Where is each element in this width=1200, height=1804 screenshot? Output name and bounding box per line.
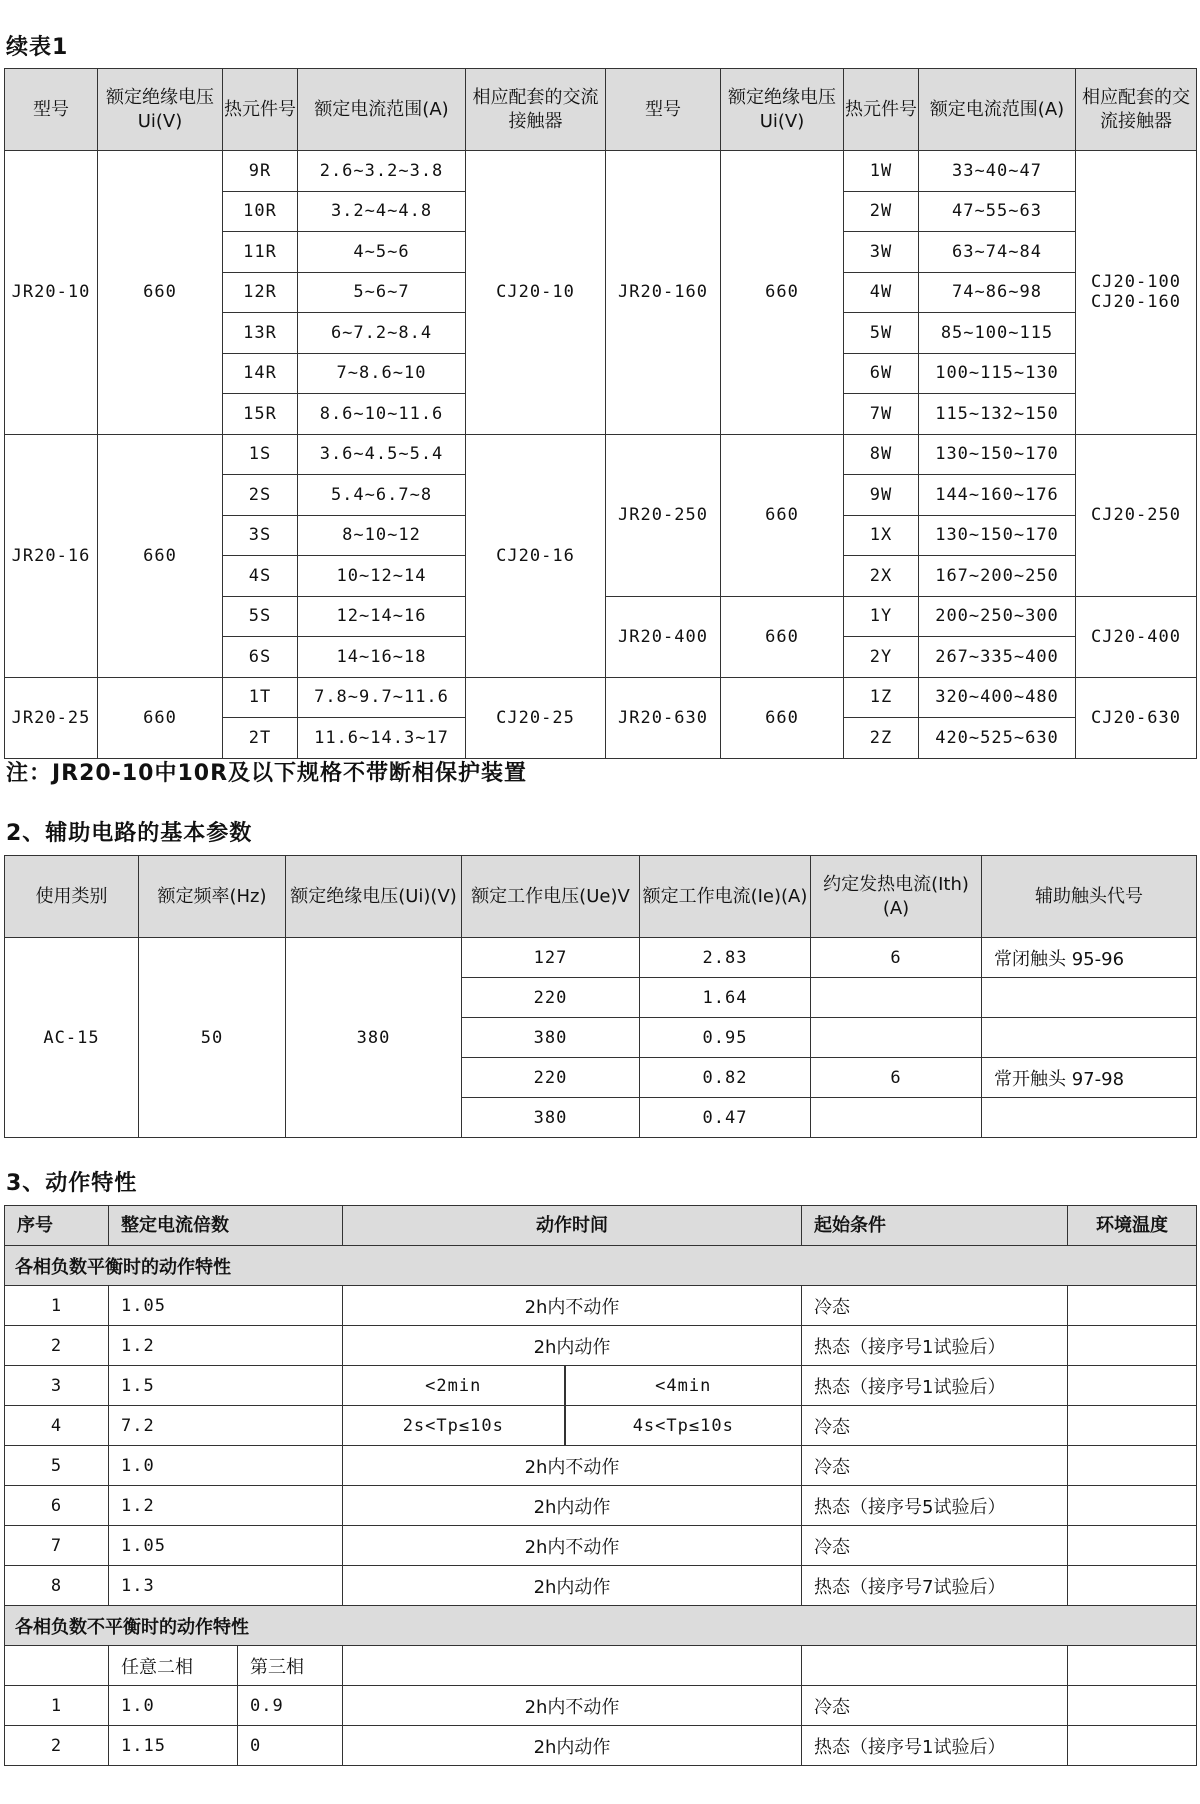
range-cell: 2.6~3.2~3.8 bbox=[298, 151, 466, 192]
temp-cell bbox=[1068, 1726, 1197, 1766]
condition-cell: 热态（接序号7试验后） bbox=[802, 1566, 1068, 1606]
table-row bbox=[5, 1486, 1197, 1526]
element-cell: 2X bbox=[844, 556, 919, 597]
range-cell: 7~8.6~10 bbox=[298, 353, 466, 394]
model-cell: JR20-10 bbox=[5, 151, 98, 435]
element-cell: 1W bbox=[844, 151, 919, 192]
no-cell: 7 bbox=[5, 1526, 109, 1566]
range-cell: 10~12~14 bbox=[298, 556, 466, 597]
col-header: 动作时间 bbox=[343, 1206, 802, 1246]
contact-code-cell bbox=[982, 978, 1197, 1018]
range-cell: 420~525~630 bbox=[919, 718, 1076, 759]
temp-cell bbox=[1068, 1566, 1197, 1606]
col-header: 热元件号 bbox=[844, 69, 919, 151]
ue-cell: 380 bbox=[462, 1098, 640, 1138]
range-cell: 12~14~16 bbox=[298, 596, 466, 637]
ui-cell: 380 bbox=[286, 938, 462, 1138]
col-header: 起始条件 bbox=[802, 1206, 1068, 1246]
range-cell: 7.8~9.7~11.6 bbox=[298, 677, 466, 718]
element-cell: 11R bbox=[223, 232, 298, 273]
condition-cell: 冷态 bbox=[802, 1686, 1068, 1726]
table-header-row bbox=[5, 69, 1197, 151]
auxiliary-circuit-table bbox=[4, 855, 1197, 1138]
element-cell: 14R bbox=[223, 353, 298, 394]
element-cell: 6S bbox=[223, 637, 298, 678]
no-cell: 4 bbox=[5, 1406, 109, 1446]
element-cell: 12R bbox=[223, 272, 298, 313]
table-row bbox=[5, 1326, 1197, 1366]
range-cell: 115~132~150 bbox=[919, 394, 1076, 435]
sub-header: 第三相 bbox=[238, 1646, 343, 1686]
time-cell: 2h内不动作 bbox=[343, 1526, 802, 1566]
range-cell: 267~335~400 bbox=[919, 637, 1076, 678]
table-row bbox=[5, 938, 1197, 978]
section3-title: 3、动作特性 bbox=[6, 1171, 138, 1196]
section-header-row bbox=[5, 1246, 1197, 1286]
voltage-cell: 660 bbox=[721, 151, 844, 435]
voltage-cell: 660 bbox=[721, 434, 844, 596]
table-row bbox=[5, 1286, 1197, 1326]
col-header: 额定工作电压(Ue)V bbox=[462, 856, 640, 938]
col-header: 额定电流范围(A) bbox=[919, 69, 1076, 151]
ue-cell: 220 bbox=[462, 978, 640, 1018]
element-cell: 2S bbox=[223, 475, 298, 516]
ue-cell: 380 bbox=[462, 1018, 640, 1058]
col-header: 环境温度 bbox=[1068, 1206, 1197, 1246]
contactor-line: CJ20-160 bbox=[1091, 292, 1181, 313]
element-cell: 9W bbox=[844, 475, 919, 516]
col-header: 整定电流倍数 bbox=[109, 1206, 343, 1246]
col-header: 额定绝缘电压Ui(V) bbox=[721, 69, 844, 151]
element-cell: 13R bbox=[223, 313, 298, 354]
time-cell: 2h内动作 bbox=[343, 1726, 802, 1766]
ith-cell bbox=[811, 978, 982, 1018]
element-cell: 7W bbox=[844, 394, 919, 435]
action-characteristics-table bbox=[4, 1205, 1197, 1766]
table-row bbox=[5, 677, 1197, 718]
condition-cell bbox=[802, 1646, 1068, 1686]
ith-cell: 6 bbox=[811, 1058, 982, 1098]
col-header: 型号 bbox=[5, 69, 98, 151]
multiple-cell: 1.5 bbox=[109, 1366, 343, 1406]
element-cell: 2Y bbox=[844, 637, 919, 678]
element-cell: 1T bbox=[223, 677, 298, 718]
range-cell: 144~160~176 bbox=[919, 475, 1076, 516]
model-cell: JR20-630 bbox=[606, 677, 721, 758]
no-cell: 5 bbox=[5, 1446, 109, 1486]
ie-cell: 0.82 bbox=[640, 1058, 811, 1098]
element-cell: 4W bbox=[844, 272, 919, 313]
range-cell: 14~16~18 bbox=[298, 637, 466, 678]
element-cell: 1S bbox=[223, 434, 298, 475]
element-cell: 4S bbox=[223, 556, 298, 597]
time-cell-b: <4min bbox=[565, 1366, 802, 1406]
col-header: 额定电流范围(A) bbox=[298, 69, 466, 151]
ie-cell: 0.47 bbox=[640, 1098, 811, 1138]
element-cell: 1Z bbox=[844, 677, 919, 718]
multiple-cell: 1.05 bbox=[109, 1286, 343, 1326]
condition-cell: 冷态 bbox=[802, 1526, 1068, 1566]
multiple-cell: 1.2 bbox=[109, 1486, 343, 1526]
multiple-cell: 7.2 bbox=[109, 1406, 343, 1446]
model-cell: JR20-250 bbox=[606, 434, 721, 596]
range-cell: 200~250~300 bbox=[919, 596, 1076, 637]
ie-cell: 0.95 bbox=[640, 1018, 811, 1058]
range-cell: 47~55~63 bbox=[919, 191, 1076, 232]
voltage-cell: 660 bbox=[721, 677, 844, 758]
multiple-cell: 1.2 bbox=[109, 1326, 343, 1366]
ith-cell: 6 bbox=[811, 938, 982, 978]
range-cell: 130~150~170 bbox=[919, 434, 1076, 475]
ue-cell: 220 bbox=[462, 1058, 640, 1098]
col-header: 约定发热电流(Ith)(A) bbox=[811, 856, 982, 938]
element-cell: 3W bbox=[844, 232, 919, 273]
col-header: 辅助触头代号 bbox=[982, 856, 1197, 938]
element-cell: 1X bbox=[844, 515, 919, 556]
element-cell: 9R bbox=[223, 151, 298, 192]
condition-cell: 热态（接序号5试验后） bbox=[802, 1486, 1068, 1526]
range-cell: 100~115~130 bbox=[919, 353, 1076, 394]
no-cell: 6 bbox=[5, 1486, 109, 1526]
frequency-cell: 50 bbox=[139, 938, 286, 1138]
contact-code-cell: 常开触头 97-98 bbox=[982, 1058, 1197, 1098]
range-cell: 3.2~4~4.8 bbox=[298, 191, 466, 232]
temp-cell bbox=[1068, 1646, 1197, 1686]
range-cell: 8~10~12 bbox=[298, 515, 466, 556]
col-header: 额定绝缘电压(Ui)(V) bbox=[286, 856, 462, 938]
ie-cell: 2.83 bbox=[640, 938, 811, 978]
condition-cell: 热态（接序号1试验后） bbox=[802, 1726, 1068, 1766]
voltage-cell: 660 bbox=[721, 596, 844, 677]
condition-cell: 冷态 bbox=[802, 1406, 1068, 1446]
thermal-relay-table bbox=[4, 68, 1197, 759]
condition-cell: 热态（接序号1试验后） bbox=[802, 1326, 1068, 1366]
element-cell: 2Z bbox=[844, 718, 919, 759]
multiple-cell: 1.3 bbox=[109, 1566, 343, 1606]
table-row bbox=[5, 1366, 1197, 1406]
range-cell: 11.6~14.3~17 bbox=[298, 718, 466, 759]
col-header: 额定绝缘电压Ui(V) bbox=[98, 69, 223, 151]
element-cell: 2W bbox=[844, 191, 919, 232]
temp-cell bbox=[1068, 1286, 1197, 1326]
table-row bbox=[5, 1526, 1197, 1566]
no-cell: 1 bbox=[5, 1686, 109, 1726]
table-note: 注：JR20-10中10R及以下规格不带断相保护装置 bbox=[6, 761, 528, 786]
section1-title: 续表1 bbox=[6, 35, 69, 60]
temp-cell bbox=[1068, 1446, 1197, 1486]
contact-code-cell: 常闭触头 95-96 bbox=[982, 938, 1197, 978]
temp-cell bbox=[1068, 1326, 1197, 1366]
range-cell: 74~86~98 bbox=[919, 272, 1076, 313]
model-cell: JR20-160 bbox=[606, 151, 721, 435]
category-cell: AC-15 bbox=[5, 938, 139, 1138]
range-cell: 33~40~47 bbox=[919, 151, 1076, 192]
ith-cell bbox=[811, 1098, 982, 1138]
table-row bbox=[5, 1726, 1197, 1766]
condition-cell: 热态（接序号1试验后） bbox=[802, 1366, 1068, 1406]
temp-cell bbox=[1068, 1486, 1197, 1526]
multiple-cell: 1.0 bbox=[109, 1686, 238, 1726]
multiple-cell: 1.0 bbox=[109, 1446, 343, 1486]
col-header: 额定工作电流(Ie)(A) bbox=[640, 856, 811, 938]
contactor-cell: CJ20-250 bbox=[1076, 434, 1197, 596]
table-row bbox=[5, 151, 1197, 192]
temp-cell bbox=[1068, 1366, 1197, 1406]
contactor-cell: CJ20-16 bbox=[466, 434, 606, 677]
multiple-cell: 1.15 bbox=[109, 1726, 238, 1766]
time-cell bbox=[343, 1646, 802, 1686]
time-cell: 2h内不动作 bbox=[343, 1446, 802, 1486]
element-cell: 5W bbox=[844, 313, 919, 354]
table-row bbox=[5, 434, 1197, 475]
contactor-cell bbox=[1076, 151, 1197, 435]
section-header-row bbox=[5, 1606, 1197, 1646]
contactor-line: CJ20-100 bbox=[1091, 272, 1181, 293]
time-cell: 2h内动作 bbox=[343, 1566, 802, 1606]
contactor-cell: CJ20-25 bbox=[466, 677, 606, 758]
col-header: 型号 bbox=[606, 69, 721, 151]
ith-cell bbox=[811, 1018, 982, 1058]
multiple-cell: 1.05 bbox=[109, 1526, 343, 1566]
no-cell: 8 bbox=[5, 1566, 109, 1606]
range-cell: 8.6~10~11.6 bbox=[298, 394, 466, 435]
contact-code-cell bbox=[982, 1018, 1197, 1058]
no-cell: 3 bbox=[5, 1366, 109, 1406]
time-cell: 2h内动作 bbox=[343, 1326, 802, 1366]
ue-cell: 127 bbox=[462, 938, 640, 978]
time-cell: 2h内不动作 bbox=[343, 1686, 802, 1726]
range-cell: 320~400~480 bbox=[919, 677, 1076, 718]
element-cell: 6W bbox=[844, 353, 919, 394]
col-header: 序号 bbox=[5, 1206, 109, 1246]
time-cell-a: 2s<Tp≤10s bbox=[343, 1406, 565, 1446]
model-cell: JR20-16 bbox=[5, 434, 98, 677]
table-row bbox=[5, 1446, 1197, 1486]
ie-cell: 1.64 bbox=[640, 978, 811, 1018]
col-header: 使用类别 bbox=[5, 856, 139, 938]
range-cell: 4~5~6 bbox=[298, 232, 466, 273]
multiple-cell: 0.9 bbox=[238, 1686, 343, 1726]
multiple-cell: 0 bbox=[238, 1726, 343, 1766]
element-cell: 15R bbox=[223, 394, 298, 435]
voltage-cell: 660 bbox=[98, 434, 223, 677]
col-header: 相应配套的交流接触器 bbox=[466, 69, 606, 151]
table-row bbox=[5, 1686, 1197, 1726]
time-cell-b: 4s<Tp≤10s bbox=[565, 1406, 802, 1446]
voltage-cell: 660 bbox=[98, 151, 223, 435]
section2-title: 2、辅助电路的基本参数 bbox=[6, 821, 253, 846]
time-cell: 2h内不动作 bbox=[343, 1286, 802, 1326]
table-row bbox=[5, 1646, 1197, 1686]
unbalanced-section-title: 各相负数不平衡时的动作特性 bbox=[5, 1606, 1197, 1646]
contactor-cell: CJ20-400 bbox=[1076, 596, 1197, 677]
range-cell: 85~100~115 bbox=[919, 313, 1076, 354]
no-cell bbox=[5, 1646, 109, 1686]
element-cell: 2T bbox=[223, 718, 298, 759]
element-cell: 8W bbox=[844, 434, 919, 475]
contact-code-cell bbox=[982, 1098, 1197, 1138]
table-row bbox=[5, 1566, 1197, 1606]
range-cell: 5~6~7 bbox=[298, 272, 466, 313]
sub-header: 任意二相 bbox=[109, 1646, 238, 1686]
range-cell: 6~7.2~8.4 bbox=[298, 313, 466, 354]
condition-cell: 冷态 bbox=[802, 1446, 1068, 1486]
range-cell: 167~200~250 bbox=[919, 556, 1076, 597]
element-cell: 5S bbox=[223, 596, 298, 637]
range-cell: 130~150~170 bbox=[919, 515, 1076, 556]
range-cell: 5.4~6.7~8 bbox=[298, 475, 466, 516]
element-cell: 3S bbox=[223, 515, 298, 556]
temp-cell bbox=[1068, 1406, 1197, 1446]
contactor-cell: CJ20-630 bbox=[1076, 677, 1197, 758]
range-cell: 3.6~4.5~5.4 bbox=[298, 434, 466, 475]
element-cell: 10R bbox=[223, 191, 298, 232]
time-cell: 2h内动作 bbox=[343, 1486, 802, 1526]
col-header: 相应配套的交流接触器 bbox=[1076, 69, 1197, 151]
voltage-cell: 660 bbox=[98, 677, 223, 758]
temp-cell bbox=[1068, 1526, 1197, 1566]
condition-cell: 冷态 bbox=[802, 1286, 1068, 1326]
contactor-cell: CJ20-10 bbox=[466, 151, 606, 435]
range-cell: 63~74~84 bbox=[919, 232, 1076, 273]
no-cell: 2 bbox=[5, 1326, 109, 1366]
table-header-row bbox=[5, 1206, 1197, 1246]
model-cell: JR20-25 bbox=[5, 677, 98, 758]
element-cell: 1Y bbox=[844, 596, 919, 637]
model-cell: JR20-400 bbox=[606, 596, 721, 677]
no-cell: 1 bbox=[5, 1286, 109, 1326]
col-header: 额定频率(Hz) bbox=[139, 856, 286, 938]
col-header: 热元件号 bbox=[223, 69, 298, 151]
table-row bbox=[5, 1406, 1197, 1446]
no-cell: 2 bbox=[5, 1726, 109, 1766]
time-cell-a: <2min bbox=[343, 1366, 565, 1406]
balanced-section-title: 各相负数平衡时的动作特性 bbox=[5, 1246, 1197, 1286]
table-header-row bbox=[5, 856, 1197, 938]
temp-cell bbox=[1068, 1686, 1197, 1726]
